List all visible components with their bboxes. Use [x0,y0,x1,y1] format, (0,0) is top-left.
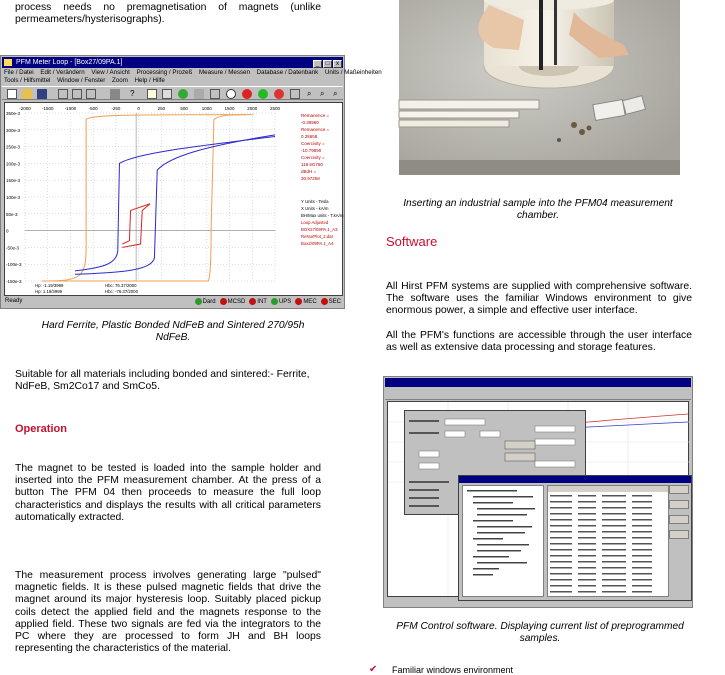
readout-value: -0.38960 [301,120,319,125]
readout-value: 0.38658 [301,134,318,139]
table-cell [632,543,652,545]
chamber-photo-image [399,0,680,175]
status-led-label: MCSD [227,299,246,305]
readout-info: Y Units - Tesla [301,199,329,204]
bullet-check-icon: ✔ [369,664,378,675]
status-led [195,298,202,305]
table-cell [602,591,626,593]
y-tick-label: 250e-3 [6,144,21,150]
table-cell [550,501,572,503]
table-cell [632,495,652,497]
x-tick-label: 1500 [224,106,235,111]
app-icon [4,59,12,66]
x-tick-label: -1500 [41,106,54,111]
y-tick-label: -100e-3 [6,262,22,268]
table-cell [602,495,626,497]
table-cell [602,519,626,521]
hysteresis-chart [5,103,342,295]
table-cell [632,513,652,515]
table-cell [602,525,626,527]
status-led-label: MEC [303,299,317,305]
table-cell [632,549,652,551]
x-tick-label: -250 [111,106,121,111]
table-cell [602,549,626,551]
table-cell [578,495,596,497]
status-led [249,298,256,305]
y-tick-label: -50e-3 [6,245,20,251]
y-tick-label: -150e-3 [6,279,22,284]
table-cell [578,567,596,569]
pfm-software-screenshot [0,55,382,309]
table-cell [632,519,652,521]
menu-item[interactable]: View / Ansicht [91,69,130,76]
pfm-titlebar [2,57,343,68]
status-ready: Ready [5,298,23,304]
preprogrammed-samples-list [458,475,692,601]
table-cell [550,591,572,593]
software-para-1: All Hirst PFM systems are supplied with comprehensive software. The software uses the familiar Windows environment to give enormous power, a simple and effective user interface. [386,281,692,317]
table-cell [550,549,572,551]
list-button[interactable] [669,530,689,539]
sample-tree [462,485,544,597]
table-cell [550,561,572,563]
table-cell [578,507,596,509]
list-buttons [669,485,689,545]
table-cell [578,513,596,515]
run-icon[interactable] [178,89,188,99]
table-cell [578,531,596,533]
menu-item[interactable]: Window / Fenster [57,77,106,84]
readout-value: Remanence = [301,113,330,118]
bottom-readout: Hp: -1.19/3999 [35,283,64,288]
menu-item[interactable]: Units / Maßeinheiten [324,69,382,76]
x-tick-label: 500 [180,106,188,111]
control-titlebar [385,378,691,387]
table-cell [602,513,626,515]
menu-item[interactable]: Measure / Messen [199,69,250,76]
readout-info: BH/Max units - T.kA/m [301,213,344,218]
table-cell [578,555,596,557]
table-cell [632,573,652,575]
menu-item[interactable]: Processing / Prozeß [136,69,193,76]
readout-info: BOX27/09PA.1_A3 [301,227,338,232]
figure1-caption: Hard Ferrite, Plastic Bonded NdFeB and Sintered 270/95h NdFeB. [41,320,305,344]
table-cell [578,519,596,521]
table-cell [550,537,572,539]
pfm-title: PFM Meter Loop - [Box27/09PA.1] [16,59,123,66]
table-cell [602,531,626,533]
table-cell [550,513,572,515]
pfm-control-screenshot [383,376,693,608]
table-cell [550,525,572,527]
y-tick-label: 200e-3 [6,161,21,167]
readout-value: Coercivity = [301,141,325,146]
copy-icon[interactable] [72,89,82,99]
table-cell [578,537,596,539]
loop-icon[interactable] [147,89,157,99]
hysteresis-plot-window [4,102,343,296]
table-cell [602,573,626,575]
y-tick-label: 350e-3 [6,111,21,116]
x-tick-label: -1000 [64,106,77,111]
y-tick-label: 300e-3 [6,127,21,133]
y-tick-label: 0 [6,228,9,234]
menu-item[interactable]: File / Datei [4,69,34,76]
table-cell [550,585,572,587]
x-tick-label: 2500 [269,106,281,111]
table-cell [550,543,572,545]
photo-caption: Inserting an industrial sample into the PFM04 measurement chamber. [403,198,673,222]
list-button[interactable] [669,515,689,524]
x-tick-label: -500 [88,106,98,111]
operation-heading: Operation [15,423,67,435]
table-cell [578,501,596,503]
record-icon[interactable] [274,89,284,99]
table-cell [602,501,626,503]
operation-para-2: The measurement process involves generating large "pulsed" magnetic fields. It is these pulsed magnetic fields that drive the magnet around its major hysteresis loop. Suitably placed pickup coils detect the applied field and the magnets response to the applied field. These two signals are fed via the integrators to the PC where they are processed to form JH and BH loops representing the characteristics of the material. [15,570,321,655]
x-tick-label: 2000 [247,106,258,111]
maximize-icon[interactable]: □ [323,60,332,68]
table-cell [550,519,572,521]
table-cell [578,585,596,587]
bottom-readout: Hbc: -76.37/2000 [105,289,138,294]
table-cell [602,561,626,563]
table-cell [578,561,596,563]
zoom-out-icon[interactable]: ⌕ [320,89,325,98]
list-titlebar [459,476,691,483]
table-cell [602,567,626,569]
table-cell [632,501,652,503]
status-led-label: SEC [328,299,341,305]
status-led-label: Dard [202,299,216,305]
cut-icon[interactable] [58,89,68,99]
readout-value: 118.6G760 [301,162,323,167]
pfm-toolbar [2,86,343,100]
readout-value: dBdH = [301,169,317,174]
sample-table [547,485,669,597]
list-button[interactable] [669,500,689,509]
minimize-icon[interactable]: _ [313,60,322,68]
readout-value: Remanence = [301,127,330,132]
table-cell [632,537,652,539]
sample-tree-items [463,486,543,596]
status-led [220,298,227,305]
menu-item[interactable]: Database / Datenbank [256,69,319,76]
table-cell [602,507,626,509]
menu-item[interactable]: Edit / Verändern [40,69,85,76]
figure2-caption: PFM Control software. Displaying current list of preprogrammed samples. [396,621,684,645]
stop-icon[interactable] [242,89,252,99]
paste-icon[interactable] [86,89,96,99]
add-icon[interactable] [226,89,236,99]
table-cell [550,579,572,581]
table-cell [632,561,652,563]
table-cell [632,585,652,587]
zoom-fit-icon[interactable]: ⌕ [333,89,338,98]
table-cell [602,585,626,587]
table-cell [578,579,596,581]
status-indicators [191,297,341,308]
status-led [271,298,278,305]
operation-para-1: The magnet to be tested is loaded into the sample holder and inserted into the PFM measurement chamber. At the press of a button The PFM 04 then proceeds to measure the full loop characteristics and displays the results with all critical parameters automatically extracted. [15,463,321,523]
bullet-text: Familiar windows environment [392,665,514,675]
sample-table-rows [548,486,668,596]
help-icon[interactable]: ? [130,89,135,98]
go-icon[interactable] [258,89,268,99]
table-cell [578,591,596,593]
series-line-blue [75,135,275,274]
table-cell [632,567,652,569]
close-icon[interactable]: x [333,60,342,68]
print-icon[interactable] [110,89,120,99]
x-tick-label: 1000 [201,106,212,111]
menu-item[interactable]: Help / Hilfe [134,77,165,84]
y-tick-label: 50e-3 [6,211,18,217]
table-cell [632,525,652,527]
table-cell [550,495,572,497]
readout-info: Box2/09PA.1_A4 [301,241,334,246]
menu-item[interactable]: Tools / Hilfsmittel [4,77,51,84]
table-cell [632,555,652,557]
pfm-menubar-row2 [4,77,170,84]
save-icon[interactable] [37,89,47,99]
table-cell [578,543,596,545]
bottom-readout: Hbc: 76.37/2000 [105,283,137,288]
data-icon[interactable] [194,89,204,99]
zoom-in-icon[interactable]: ⌕ [307,89,312,98]
window-buttons [312,58,342,69]
readout-info: X Units - kA/m [301,206,329,211]
status-led [321,298,328,305]
table-cell [602,555,626,557]
bottom-readout: Hp: 1.19/3999 [35,289,62,294]
x-tick-label: -2000 [19,106,31,111]
hold-icon[interactable] [290,89,300,99]
new-icon[interactable] [7,89,17,99]
software-para-2: All the PFM's functions are accessible through the user interface as well as extensive data processing and storage features. [386,330,692,354]
chamber-photo [399,0,680,175]
table-cell [550,555,572,557]
series-line-orange [42,115,253,281]
readout-info: ReNorPlot_2.dat [301,234,333,239]
menu-item[interactable]: Zoom [112,77,128,84]
x-tick-label: 0 [137,106,140,111]
table-cell [578,573,596,575]
status-led [295,298,302,305]
list-button[interactable] [669,485,689,494]
measure-icon[interactable] [162,89,172,99]
open-icon[interactable] [22,89,32,99]
pfm-statusbar [2,296,343,307]
status-led-label: INT [257,299,267,305]
series-line-orange [44,115,247,281]
readout-value: Coercivity = [301,155,325,160]
table-cell [578,549,596,551]
y-tick-label: 150e-3 [6,178,21,184]
x-tick-label: 250 [157,106,166,111]
table-cell [632,579,652,581]
status-led-label: UPS [278,299,292,305]
readout-info: Loop Adjusted [301,220,329,225]
table-cell [602,543,626,545]
suitable-text: Suitable for all materials including bonded and sintered:- Ferrite, NdFeB, Sm2Co17 and SmCo5. [15,369,310,393]
control-toolbar [385,388,691,400]
table-cell [632,591,652,593]
table-cell [602,579,626,581]
table-cell [602,537,626,539]
table-cell [550,507,572,509]
intro-text: process needs no premagnetisation of magnets (unlike permeameters/hysterisographs). [15,2,321,26]
pfm-menubar-row1 [4,69,387,76]
table-cell [550,573,572,575]
table-cell [632,507,652,509]
table-cell [578,525,596,527]
table-cell [550,531,572,533]
grid-icon[interactable] [210,89,220,99]
readout-value: -10.79890 [301,148,322,153]
readout-value: 30.97258 [301,176,320,181]
series-line-blue [75,137,275,271]
y-tick-label: 100e-3 [6,195,21,200]
table-cell [632,531,652,533]
software-heading: Software [386,234,438,249]
table-cell [550,567,572,569]
